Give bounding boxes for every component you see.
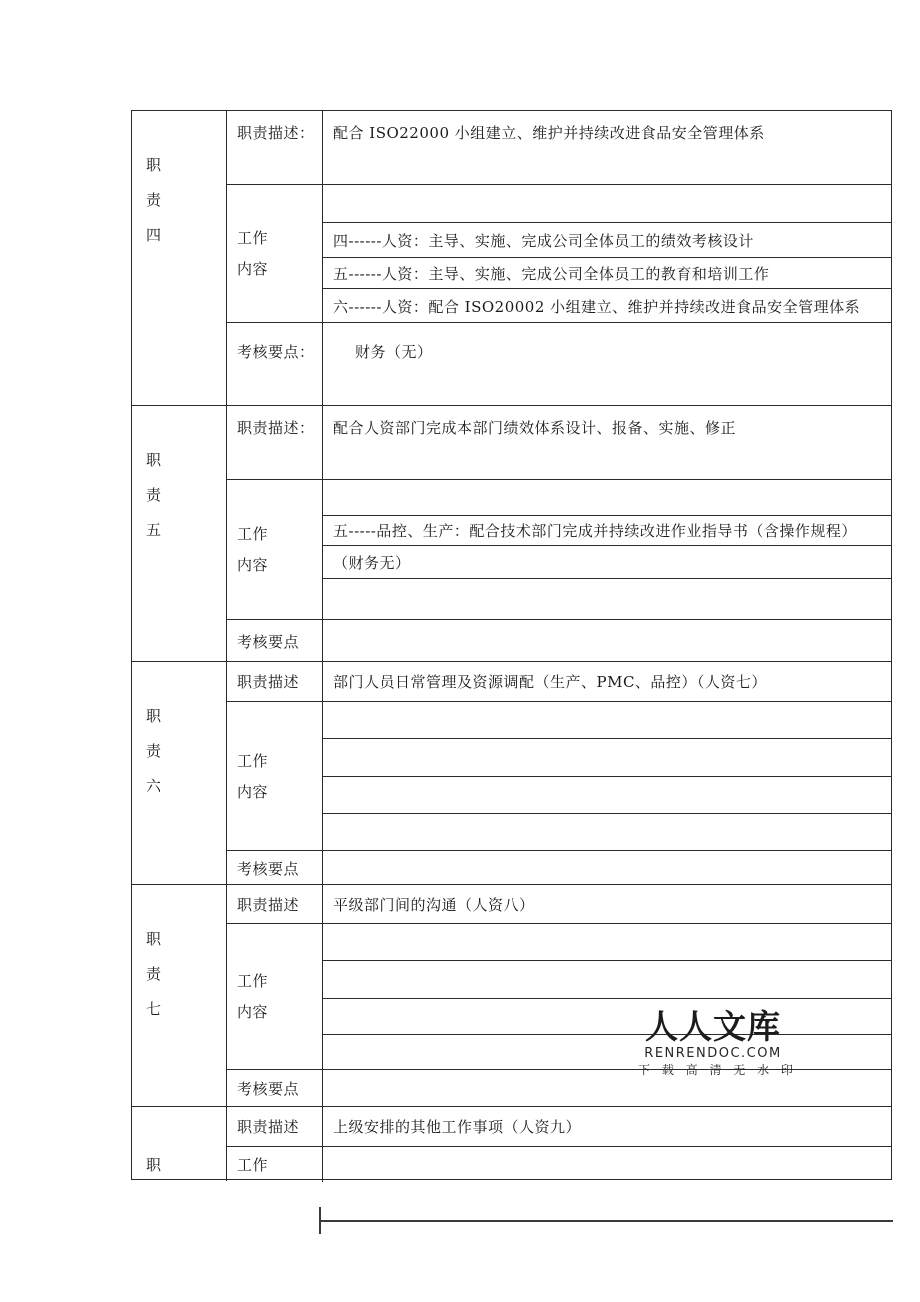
work-item: 五------人资：主导、实施、完成公司全体员工的教育和培训工作	[323, 258, 891, 289]
work-row	[227, 1147, 891, 1182]
work-row	[227, 480, 891, 620]
kaohe-row	[227, 851, 891, 885]
desc-row	[227, 1107, 891, 1147]
watermark-tagline: 下 载 高 清 无 水 印	[638, 1063, 797, 1077]
kaohe-text	[323, 851, 891, 885]
desc-text: 部门人员日常管理及资源调配（生产、PMC、品控）（人资七）	[333, 673, 767, 691]
work-item	[323, 999, 891, 1035]
desc-label: 职责描述	[227, 662, 323, 701]
work-item	[323, 1035, 891, 1070]
work-item	[323, 185, 891, 223]
work-item	[323, 480, 891, 516]
watermark-brand: 人人文库	[645, 1007, 781, 1046]
desc-text: 配合人资部门完成本部门绩效体系设计、报备、实施、修正	[333, 419, 737, 437]
side-char: 责	[146, 965, 162, 983]
work-item	[323, 777, 891, 814]
work-label: 工作 内容	[227, 480, 323, 619]
work-item	[323, 924, 891, 961]
kaohe-row	[227, 620, 891, 662]
work-row	[227, 185, 891, 323]
duty-block-partial	[132, 1106, 891, 1181]
side-char: 四	[146, 226, 162, 244]
kaohe-text: 财务（无）	[355, 343, 433, 361]
duty-block-five	[132, 405, 891, 661]
kaohe-label: 考核要点：	[227, 323, 323, 405]
work-item	[323, 1147, 891, 1182]
work-row	[227, 924, 891, 1070]
duty-block-four	[132, 111, 891, 405]
side-char: 责	[146, 191, 162, 209]
side-char: 职	[146, 451, 162, 469]
kaohe-row	[227, 323, 891, 405]
work-item	[323, 814, 891, 851]
footnote-separator-tick	[319, 1207, 321, 1234]
desc-row	[227, 885, 891, 924]
duty-side-label-seven	[132, 885, 227, 1106]
desc-row	[227, 406, 891, 480]
watermark	[638, 1007, 797, 1077]
kaohe-text	[323, 1070, 891, 1107]
side-char: 责	[146, 742, 162, 760]
side-char: 五	[146, 521, 162, 539]
side-char: 七	[146, 1000, 162, 1018]
duty-side-label-partial	[132, 1107, 227, 1181]
work-label: 工作 内容	[227, 924, 323, 1069]
duty-side-label-six	[132, 662, 227, 884]
kaohe-label: 考核要点	[227, 1070, 323, 1107]
work-item	[323, 579, 891, 620]
watermark-domain: RENRENDOC.COM	[644, 1046, 782, 1061]
work-item	[323, 702, 891, 739]
kaohe-label: 考核要点	[227, 851, 323, 885]
work-item: （财务无）	[323, 546, 891, 579]
work-item: 五-----品控、生产：配合技术部门完成并持续改进作业指导书（含操作规程）	[323, 516, 891, 546]
desc-row	[227, 111, 891, 185]
work-item	[323, 961, 891, 999]
work-label: 工作 内容	[227, 702, 323, 850]
side-char: 职	[146, 930, 162, 948]
side-char: 职	[146, 156, 162, 174]
kaohe-text	[323, 620, 891, 662]
duty-block-six	[132, 661, 891, 884]
work-item	[323, 739, 891, 777]
work-label: 工作	[227, 1147, 323, 1182]
desc-label: 职责描述：	[227, 111, 323, 184]
desc-text: 配合 ISO22000 小组建立、维护并持续改进食品安全管理体系	[333, 124, 765, 142]
duty-side-label-four	[132, 111, 227, 405]
desc-label: 职责描述	[227, 1107, 323, 1146]
footnote-separator-line	[320, 1220, 893, 1222]
side-char: 责	[146, 486, 162, 504]
side-char: 六	[146, 777, 162, 795]
desc-text: 上级安排的其他工作事项（人资九）	[333, 1118, 582, 1136]
work-item: 六------人资：配合 ISO20002 小组建立、维护并持续改进食品安全管理体系	[333, 297, 861, 316]
desc-row	[227, 662, 891, 702]
work-row	[227, 702, 891, 851]
desc-label: 职责描述	[227, 885, 323, 923]
duty-side-label-five	[132, 406, 227, 661]
work-item: 四------人资：主导、实施、完成公司全体员工的绩效考核设计	[323, 223, 891, 258]
desc-label: 职责描述：	[227, 406, 323, 479]
desc-text: 平级部门间的沟通（人资八）	[333, 895, 535, 914]
kaohe-label: 考核要点	[227, 620, 323, 662]
side-char: 职	[146, 1156, 162, 1174]
side-char: 职	[146, 707, 162, 725]
work-label: 工作 内容	[227, 185, 323, 322]
